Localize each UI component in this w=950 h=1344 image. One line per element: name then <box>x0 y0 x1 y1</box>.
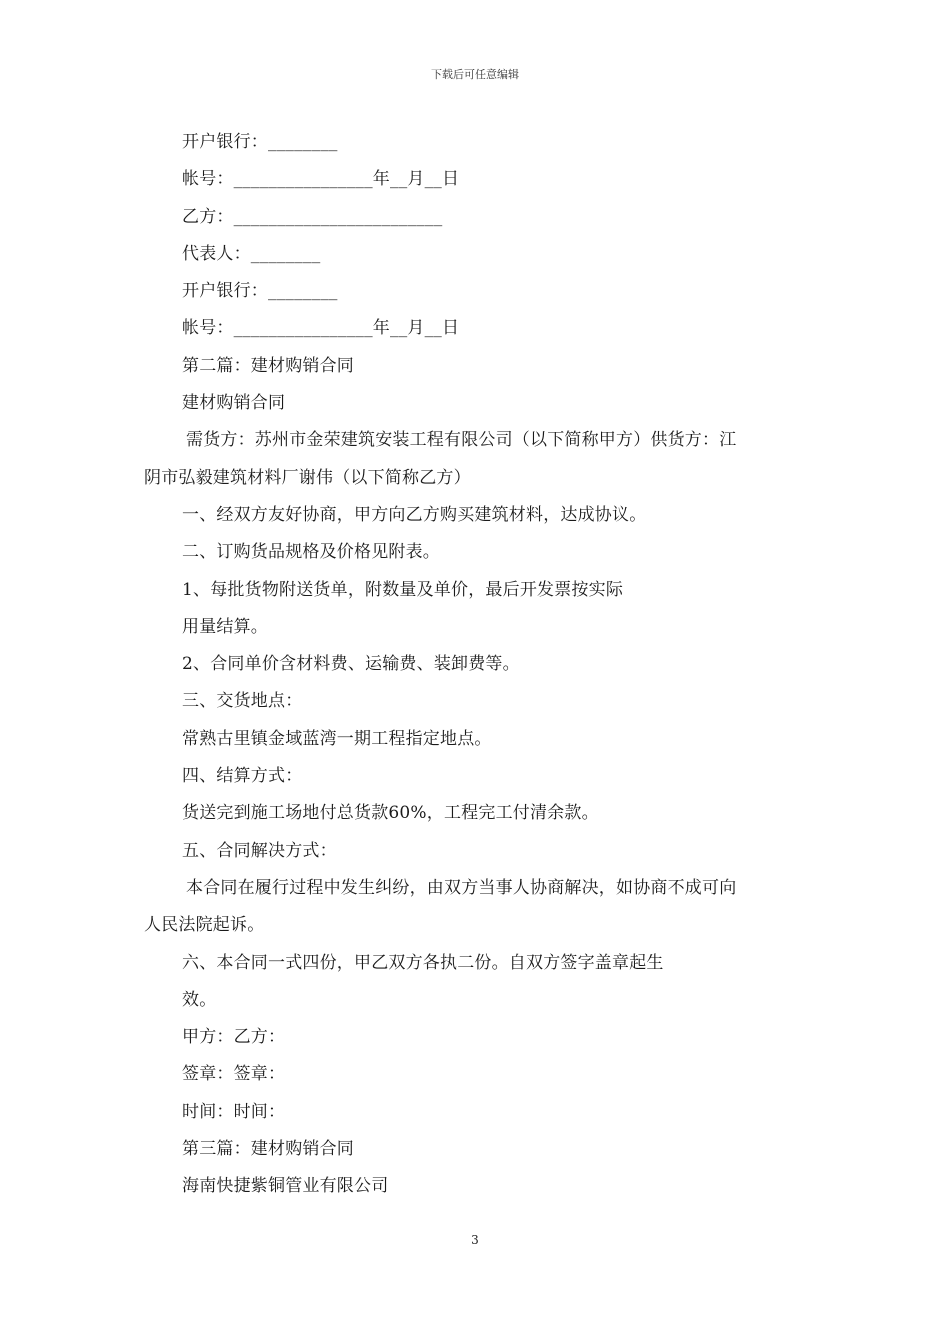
signature-line: 甲方：乙方： <box>182 1027 286 1048</box>
clause-line: 二、订购货品规格及价格见附表。 <box>182 542 440 563</box>
clause-line: 三、交货地点： <box>182 691 303 712</box>
clause-line: 本合同在履行过程中发生纠纷，由双方当事人协商解决，如协商不成可向 <box>186 877 737 898</box>
representative-line: 代表人：________ <box>182 243 321 264</box>
contract-title: 建材购销合同 <box>182 393 286 414</box>
clause-line: 用量结算。 <box>182 616 268 637</box>
signature-line: 时间：时间： <box>182 1101 286 1122</box>
document-body <box>144 124 824 1206</box>
clause-line: 货送完到施工场地付总货款60%，工程完工付清余款。 <box>182 803 599 824</box>
clause-line: 五、合同解决方式： <box>182 840 337 861</box>
page-header-note: 下载后可任意编辑 <box>431 68 519 81</box>
signature-line: 签章：签章： <box>182 1064 286 1085</box>
account-date-line: 帐号：________________年__月__日 <box>182 318 460 339</box>
bank-label-line: 开户银行：________ <box>182 132 338 152</box>
clause-line: 常熟古里镇金域蓝湾一期工程指定地点。 <box>182 728 492 749</box>
party-b-line: 乙方：________________________ <box>182 206 443 227</box>
account-date-line: 帐号：________________年__月__日 <box>182 169 460 190</box>
company-name-line: 海南快捷紫铜管业有限公司 <box>182 1176 389 1197</box>
section-heading: 第三篇：建材购销合同 <box>182 1139 354 1160</box>
clause-line: 六、本合同一式四份，甲乙双方各执二份。自双方签字盖章起生 <box>182 952 664 973</box>
page-number: 3 <box>471 1233 479 1247</box>
clause-line: 1、每批货物附送货单，附数量及单价，最后开发票按实际 <box>182 579 624 600</box>
clause-line: 四、结算方式： <box>182 766 303 787</box>
parties-paragraph-line: 阴市弘毅建筑材料厂谢伟（以下简称乙方） <box>144 467 471 488</box>
clause-line: 效。 <box>182 989 217 1010</box>
bank-label-line: 开户银行：________ <box>182 281 338 302</box>
parties-paragraph-line: 需货方：苏州市金荣建筑安装工程有限公司（以下简称甲方）供货方：江 <box>186 430 737 451</box>
clause-line: 2、合同单价含材料费、运输费、装卸费等。 <box>182 654 520 675</box>
clause-line: 一、经双方友好协商，甲方向乙方购买建筑材料，达成协议。 <box>182 504 647 525</box>
clause-line: 人民法院起诉。 <box>144 915 265 936</box>
section-heading: 第二篇：建材购销合同 <box>182 355 354 376</box>
